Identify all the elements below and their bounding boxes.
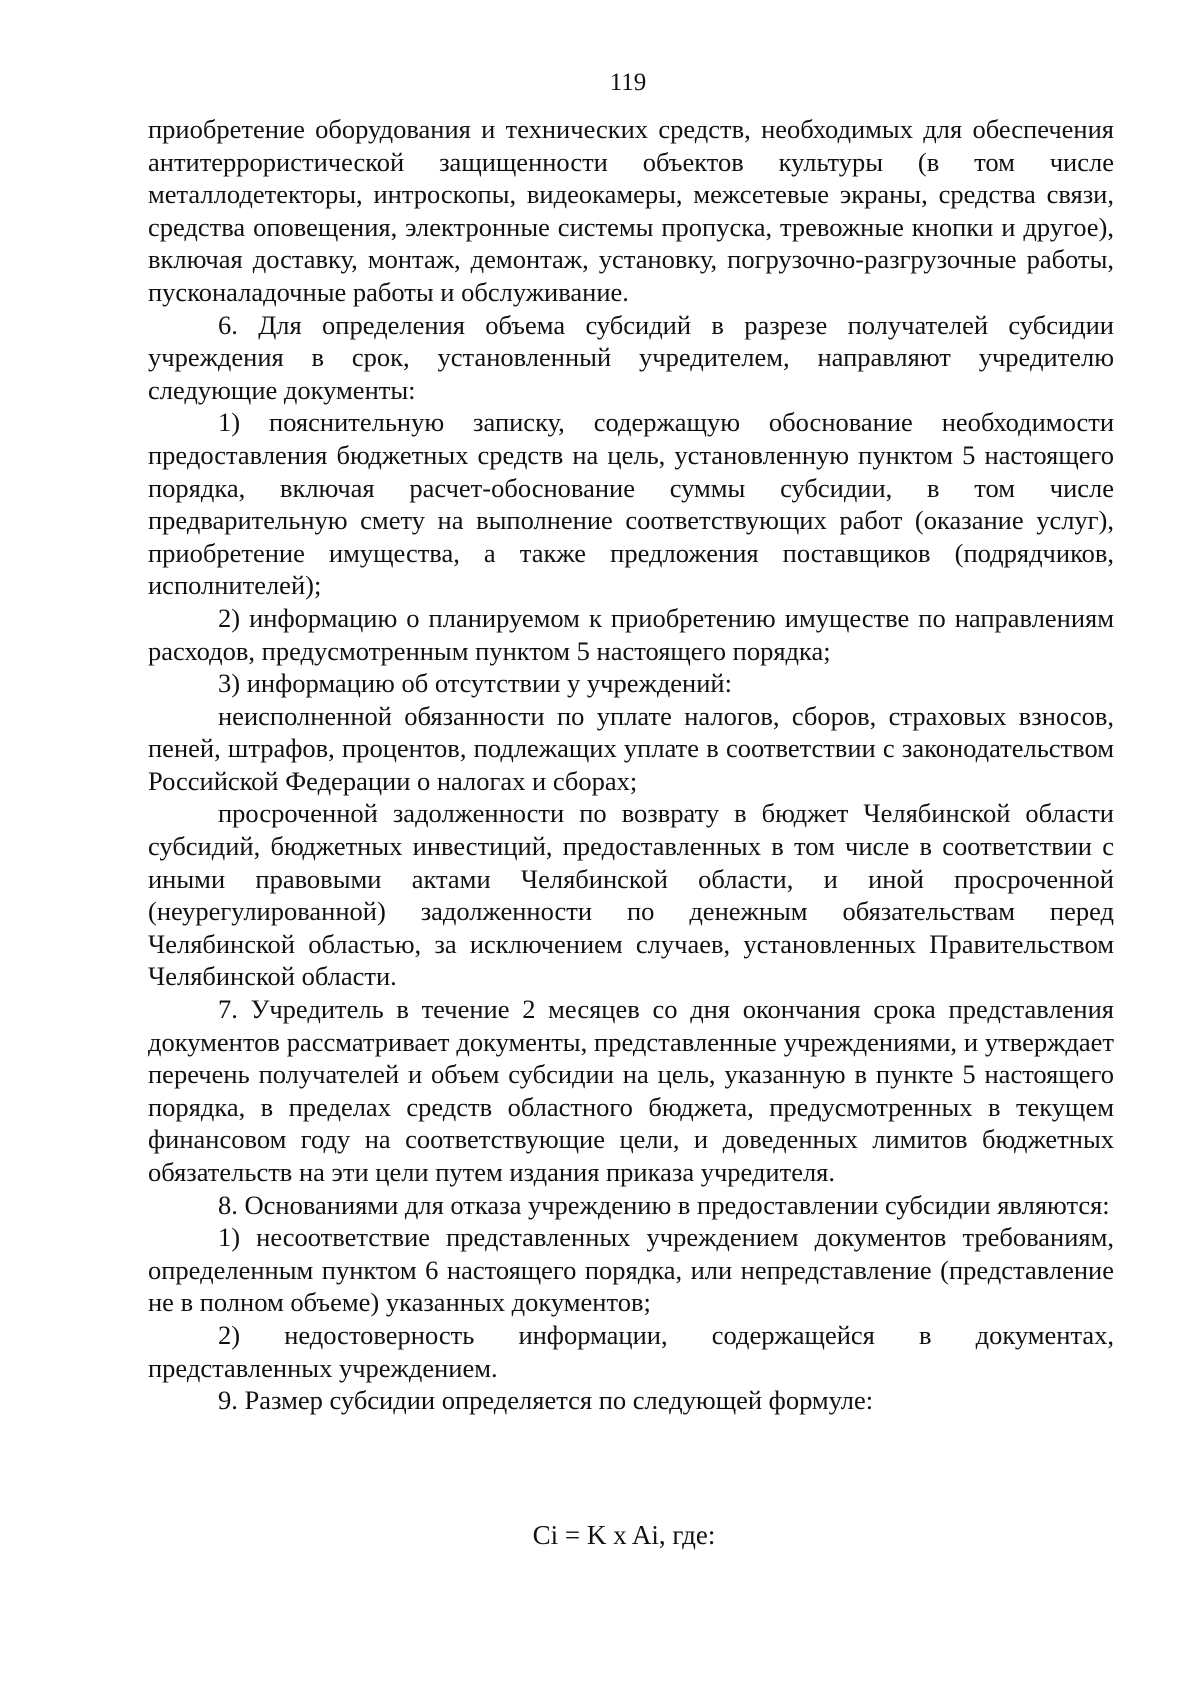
document-body — [148, 113, 1114, 1417]
paragraph-item-7: 7. Учредитель в течение 2 месяцев со дня окончания срока представления документов рассматривает документы, представленные учреждениями, и утверждает перечень получателей и объем субсидии на цель, указанную в пункте 5 настоящего порядка, в пределах средств областного бюджета, предусмотренных в текущем финансовом году на соответствующие цели, и доведенных лимитов бюджетных обязательств на эти цели путем издания приказа учредителя. — [148, 994, 1114, 1187]
paragraph-item-6-3: 3) информацию об отсутствии у учреждений: — [218, 668, 732, 699]
paragraph-item-6-2: 2) информацию о планируемом к приобретению имуществе по направлениям расходов, предусмотренным пунктом 5 настоящего порядка; — [148, 602, 1114, 666]
paragraph-item-6: 6. Для определения объема субсидий в разрезе получателей субсидии учреждения в срок, установленный учредителем, направляют учредителю следующие документы: — [148, 309, 1114, 405]
paragraph-item-8-2: 2) недостоверность информации, содержащейся в документах, представленных учреждением. — [148, 1319, 1114, 1383]
paragraph-item-8: 8. Основаниями для отказа учреждению в предоставлении субсидии являются: — [218, 1189, 1110, 1220]
paragraph-item-9: 9. Размер субсидии определяется по следующей формуле: — [218, 1385, 874, 1416]
paragraph-equipment-list: приобретение оборудования и технических средств, необходимых для обеспечения антитеррористической защищенности объектов культуры (в том числе металлодетекторы, интроскопы, видеокамеры, межсетевые экраны, средства связи, средства оповещения, электронные системы пропуска, тревожные кнопки и другое), включая доставку, монтаж, демонтаж, установку, погрузочно-разгрузочные работы, пусконаладочные работы и обслуживание. — [148, 114, 1114, 307]
paragraph-item-6-1: 1) пояснительную записку, содержащую обоснование необходимости предоставления бюджетных средств на цель, установленную пунктом 5 настоящего порядка, включая расчет-обоснование суммы субсидии, в том числе предварительную смету на выполнение соответствующих работ (оказание услуг), приобретение имущества, а также предложения поставщиков (подрядчиков, исполнителей); — [148, 407, 1114, 601]
paragraph-item-8-1: 1) несоответствие представленных учреждением документов требованиям, определенным пунктом 6 настоящего порядка, или непредставление (представление не в полном объеме) указанных документов; — [148, 1222, 1114, 1318]
page-number: 119 — [609, 69, 647, 96]
subsidy-formula: Ci = K x Ai, где: — [532, 1520, 716, 1550]
paragraph-item-6-3-taxes: неисполненной обязанности по уплате налогов, сборов, страховых взносов, пеней, штрафов, процентов, подлежащих уплате в соответствии с законодательством Российской Федерации о налогах и сборах; — [148, 700, 1114, 796]
paragraph-item-6-3-debt: просроченной задолженности по возврату в бюджет Челябинской области субсидий, бюджетных инвестиций, предоставленных в том числе в соответствии с иными правовыми актами Челябинской области, и иной просроченной (неурегулированной) задолженности по денежным обязательствам перед Челябинской областью, за исключением случаев, установленных Правительством Челябинской области. — [148, 798, 1114, 992]
